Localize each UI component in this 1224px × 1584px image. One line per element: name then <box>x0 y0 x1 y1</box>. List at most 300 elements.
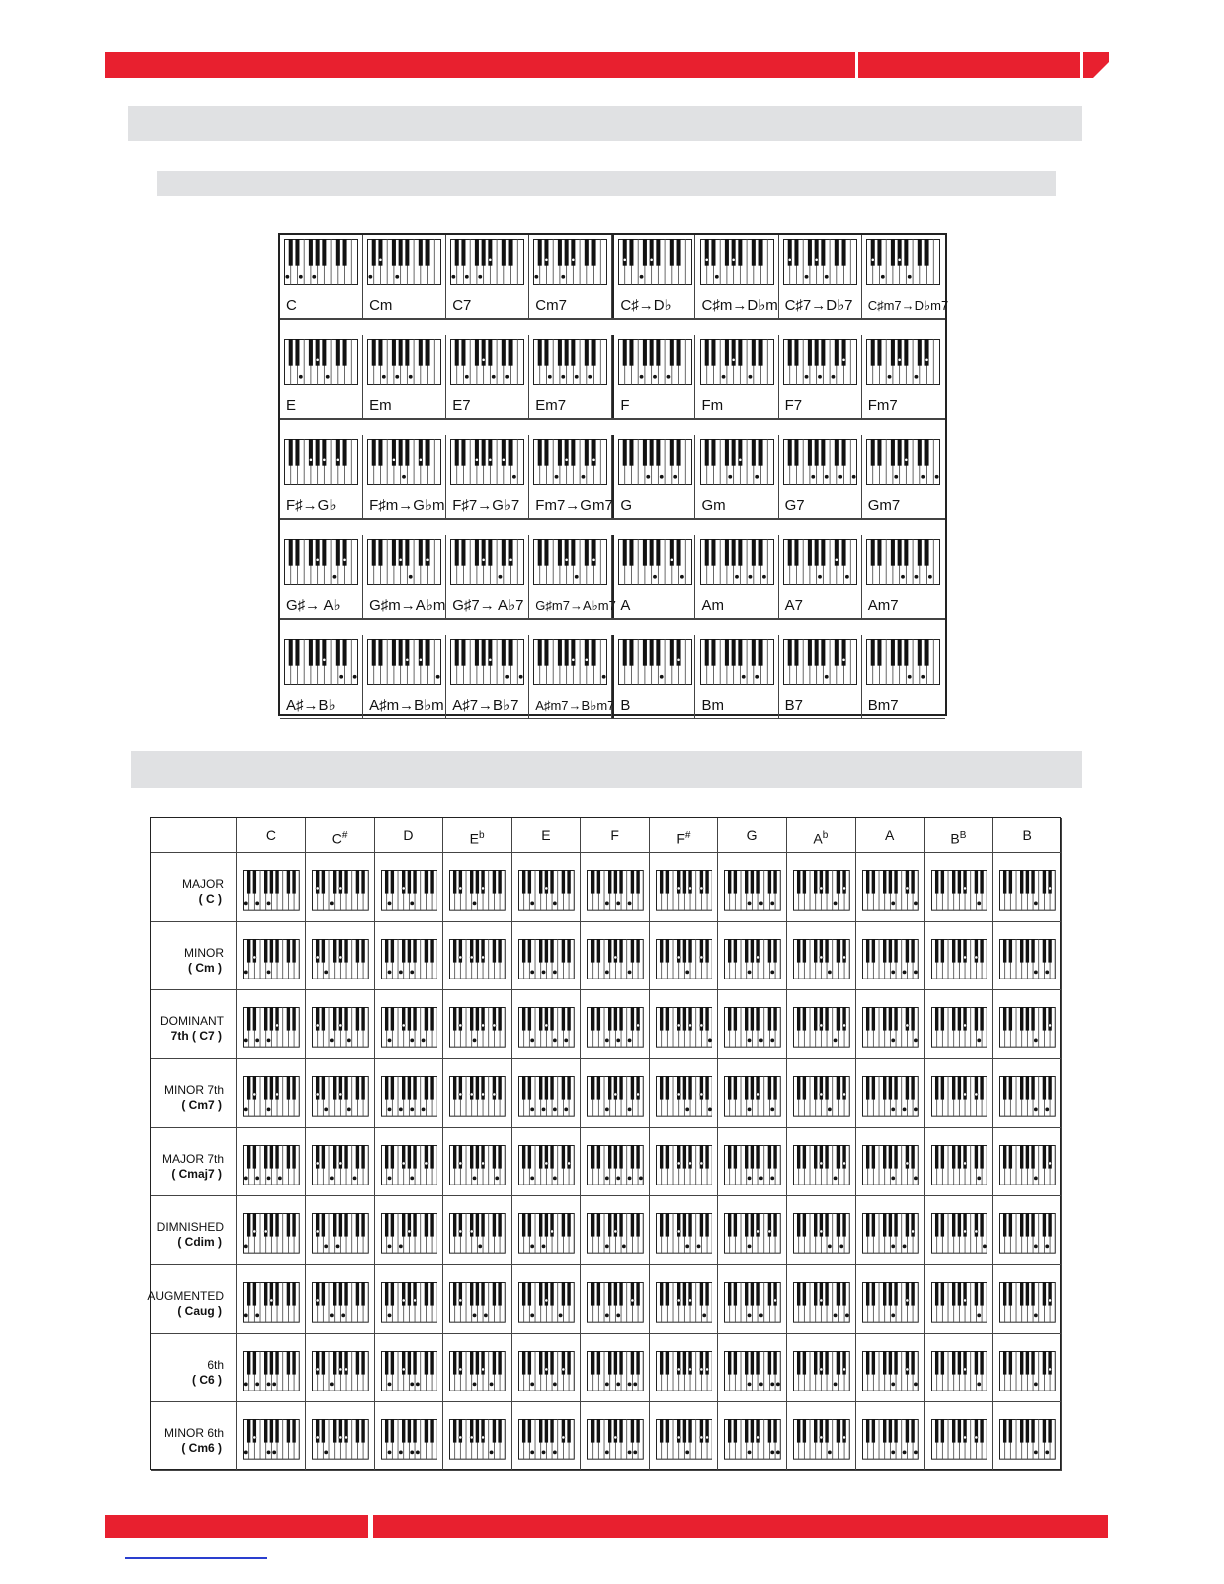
chord-name: Fm7 <box>867 397 898 414</box>
note-dot <box>614 1093 617 1096</box>
piano-keyboard-icon <box>367 439 441 485</box>
row-header <box>151 853 237 922</box>
note-dot <box>489 258 492 261</box>
note-dot <box>267 1039 270 1042</box>
note-dot <box>553 970 556 973</box>
note-dot <box>661 675 664 678</box>
note-dot <box>842 1093 845 1096</box>
note-dot <box>316 1093 319 1096</box>
note-dot <box>636 1024 639 1027</box>
piano-keyboard-icon <box>656 1007 713 1048</box>
piano-keyboard-icon <box>862 1007 919 1048</box>
piano-keyboard-icon <box>724 1213 781 1254</box>
chord-table-cell <box>787 1265 856 1334</box>
piano-keyboard-icon <box>587 1145 644 1186</box>
note-dot <box>244 1108 247 1111</box>
chord-type-symbol: ( Cm7 ) <box>181 1098 222 1112</box>
row-header <box>151 990 237 1059</box>
note-dot <box>820 955 823 958</box>
note-dot <box>1035 1245 1038 1248</box>
column-header-accidental: b <box>822 830 829 841</box>
note-dot <box>921 675 924 678</box>
chord-table-cell <box>718 990 787 1059</box>
chord-table-cell <box>306 990 375 1059</box>
note-dot <box>768 1230 771 1233</box>
note-dot <box>482 1367 485 1370</box>
note-dot <box>470 1093 473 1096</box>
note-dot <box>402 887 405 890</box>
piano-keyboard-icon <box>866 439 940 485</box>
note-dot <box>908 275 911 278</box>
table-corner <box>151 818 237 853</box>
note-dot <box>974 955 977 958</box>
chord-type-name: MAJOR 7th <box>161 1151 224 1166</box>
note-dot <box>531 1314 534 1317</box>
note-dot <box>605 1176 608 1179</box>
note-dot <box>852 475 855 478</box>
note-dot <box>771 1108 774 1111</box>
piano-keyboard-icon <box>243 1213 300 1254</box>
piano-keyboard-icon <box>783 239 857 285</box>
note-dot <box>828 1451 831 1454</box>
chord-cell <box>696 635 779 718</box>
chord-name: F♯→G♭ <box>286 497 337 514</box>
piano-keyboard-icon <box>931 1076 988 1117</box>
note-dot <box>677 1024 680 1027</box>
note-dot <box>757 1093 760 1096</box>
note-dot <box>688 1161 691 1164</box>
chord-table-cell <box>650 990 719 1059</box>
note-dot <box>324 1451 327 1454</box>
note-dot <box>499 575 502 578</box>
chord-cell <box>446 235 529 318</box>
note-dot <box>244 902 247 905</box>
piano-keyboard-icon <box>587 1007 644 1048</box>
piano-keyboard-icon <box>862 1351 919 1392</box>
note-dot <box>881 275 884 278</box>
piano-keyboard-icon <box>312 1419 369 1460</box>
piano-keyboard-icon <box>518 1076 575 1117</box>
piano-keyboard-icon <box>381 1419 438 1460</box>
column-header-note: F <box>610 827 619 843</box>
note-dot <box>777 1451 780 1454</box>
note-dot <box>1049 1299 1052 1302</box>
note-dot <box>834 1176 837 1179</box>
note-dot <box>771 1039 774 1042</box>
note-dot <box>699 955 702 958</box>
note-dot <box>419 458 422 461</box>
piano-keyboard-icon <box>793 1282 850 1323</box>
note-dot <box>473 1382 476 1385</box>
note-dot <box>628 902 631 905</box>
note-dot <box>1049 1161 1052 1164</box>
note-dot <box>614 1230 617 1233</box>
note-dot <box>977 1176 980 1179</box>
note-dot <box>324 1245 327 1248</box>
chord-table-cell <box>306 1265 375 1334</box>
note-dot <box>459 955 462 958</box>
note-dot <box>244 1039 247 1042</box>
chord-type-symbol: ( Cm6 ) <box>181 1441 222 1456</box>
piano-keyboard-icon <box>783 539 857 585</box>
chord-table-cell <box>993 990 1062 1059</box>
chord-name: C <box>286 297 297 314</box>
note-dot <box>470 955 473 958</box>
chord-cell <box>446 635 529 718</box>
piano-keyboard-icon <box>312 939 369 980</box>
note-dot <box>1035 1382 1038 1385</box>
piano-keyboard-icon <box>367 639 441 685</box>
piano-keyboard-icon <box>367 239 441 285</box>
piano-keyboard-icon <box>533 439 607 485</box>
row-header <box>151 1402 237 1471</box>
piano-keyboard-icon <box>862 1419 919 1460</box>
note-dot <box>492 375 495 378</box>
note-dot <box>542 1245 545 1248</box>
note-dot <box>840 1245 843 1248</box>
note-dot <box>677 658 680 661</box>
note-dot <box>699 1161 702 1164</box>
note-dot <box>633 1451 636 1454</box>
piano-keyboard-icon <box>700 639 774 685</box>
chord-cell <box>779 435 862 518</box>
note-dot <box>324 1108 327 1111</box>
note-dot <box>535 275 538 278</box>
chord-table-cell <box>925 990 994 1059</box>
chord-type-symbol: ( C6 ) <box>192 1372 222 1387</box>
footer-bar-left <box>105 1515 368 1538</box>
chord-cell <box>862 535 945 618</box>
chord-name: C♯→D♭ <box>620 297 672 314</box>
note-dot <box>842 358 845 361</box>
chord-table-cell <box>856 1265 925 1334</box>
piano-keyboard-icon <box>931 939 988 980</box>
piano-keyboard-icon <box>367 339 441 385</box>
note-dot <box>677 1230 680 1233</box>
note-dot <box>267 1451 270 1454</box>
piano-keyboard-icon <box>518 939 575 980</box>
piano-keyboard-icon <box>533 239 607 285</box>
piano-keyboard-icon <box>931 1351 988 1392</box>
chord-name: G♯7→ A♭7 <box>452 597 524 614</box>
chord-table-cell <box>581 990 650 1059</box>
note-dot <box>253 1093 256 1096</box>
piano-keyboard-icon <box>999 939 1056 980</box>
row-divider <box>280 319 945 320</box>
note-dot <box>330 1039 333 1042</box>
note-dot <box>333 575 336 578</box>
note-dot <box>685 1108 688 1111</box>
column-header-accidental: # <box>684 830 691 841</box>
note-dot <box>459 1367 462 1370</box>
note-dot <box>506 675 509 678</box>
note-dot <box>267 1382 270 1385</box>
chord-name: Gm7 <box>867 497 901 514</box>
chord-table-cell <box>306 1059 375 1128</box>
note-dot <box>605 1108 608 1111</box>
note-dot <box>410 1039 413 1042</box>
note-dot <box>605 1245 608 1248</box>
chord-cell <box>612 435 695 518</box>
note-dot <box>842 887 845 890</box>
piano-keyboard-icon <box>381 1213 438 1254</box>
column-header-note: E <box>541 827 551 843</box>
column-header-note: C <box>331 830 342 847</box>
note-dot <box>278 1176 281 1179</box>
note-dot <box>416 1382 419 1385</box>
note-dot <box>963 1230 966 1233</box>
note-dot <box>253 1436 256 1439</box>
footer-link-underline[interactable] <box>125 1557 267 1559</box>
chord-name: Gm <box>701 497 726 514</box>
chord-table-cell <box>512 1196 581 1265</box>
note-dot <box>473 1176 476 1179</box>
note-dot <box>553 1108 556 1111</box>
note-dot <box>605 1314 608 1317</box>
note-dot <box>550 1230 553 1233</box>
note-dot <box>636 1093 639 1096</box>
note-dot <box>906 1367 909 1370</box>
header-bar-middle <box>858 52 1080 78</box>
chord-cell <box>529 435 612 518</box>
note-dot <box>1046 1451 1049 1454</box>
column-header <box>306 818 375 853</box>
piano-keyboard-icon <box>533 539 607 585</box>
note-dot <box>748 1108 751 1111</box>
note-dot <box>732 258 735 261</box>
chord-type-name: DIMNISHED <box>156 1220 224 1235</box>
note-dot <box>330 1176 333 1179</box>
chord-table-cell <box>925 922 994 991</box>
chord-table-cell <box>856 1402 925 1471</box>
note-dot <box>777 1382 780 1385</box>
note-dot <box>589 375 592 378</box>
chord-table-cell <box>856 922 925 991</box>
note-dot <box>699 1436 702 1439</box>
note-dot <box>898 358 901 361</box>
note-dot <box>921 475 924 478</box>
column-header <box>581 818 650 853</box>
note-dot <box>309 458 312 461</box>
note-dot <box>891 1039 894 1042</box>
note-dot <box>1035 1176 1038 1179</box>
note-dot <box>677 1367 680 1370</box>
piano-keyboard-icon <box>999 1213 1056 1254</box>
piano-keyboard-icon <box>931 870 988 911</box>
chord-chart-row <box>280 635 945 719</box>
chord-name: A7 <box>784 597 803 614</box>
note-dot <box>605 1039 608 1042</box>
note-dot <box>330 1314 333 1317</box>
chord-cell <box>779 235 862 318</box>
chord-table-cell <box>581 922 650 991</box>
piano-keyboard-icon <box>449 1007 506 1048</box>
piano-keyboard-icon <box>518 1282 575 1323</box>
chord-cell <box>862 335 945 418</box>
piano-keyboard-icon <box>700 539 774 585</box>
chord-table-cell <box>787 1402 856 1471</box>
note-dot <box>616 1314 619 1317</box>
header-bar-left <box>105 52 855 78</box>
note-dot <box>267 1108 270 1111</box>
chord-table-cell <box>925 1402 994 1471</box>
piano-keyboard-icon <box>449 1213 506 1254</box>
note-dot <box>409 375 412 378</box>
piano-keyboard-icon <box>284 639 358 685</box>
chord-name: C♯7→D♭7 <box>784 297 853 314</box>
note-dot <box>407 1230 410 1233</box>
piano-keyboard-icon <box>618 639 692 685</box>
note-dot <box>757 1230 760 1233</box>
note-dot <box>323 658 326 661</box>
piano-keyboard-icon <box>618 239 692 285</box>
note-dot <box>512 475 515 478</box>
chord-table-cell <box>993 1059 1062 1128</box>
note-dot <box>845 1314 848 1317</box>
chord-name: Fm <box>701 397 724 414</box>
chord-table-cell <box>925 1334 994 1403</box>
piano-keyboard-icon <box>381 939 438 980</box>
column-header-accidental: # <box>341 830 348 841</box>
note-dot <box>275 1024 278 1027</box>
note-dot <box>253 955 256 958</box>
note-dot <box>421 1108 424 1111</box>
column-header-note: C <box>265 827 276 843</box>
chord-name: C7 <box>452 297 472 314</box>
note-dot <box>705 1436 708 1439</box>
chord-table-cell <box>375 1196 444 1265</box>
chord-table-cell <box>993 1402 1062 1471</box>
chord-type-symbol: ( Cm ) <box>188 960 222 975</box>
piano-keyboard-icon <box>783 439 857 485</box>
chord-name: Cm7 <box>535 297 567 314</box>
note-dot <box>256 1039 259 1042</box>
note-dot <box>344 1367 347 1370</box>
note-dot <box>677 955 680 958</box>
chord-name: B <box>620 697 631 714</box>
chord-table-cell <box>650 1334 719 1403</box>
note-dot <box>482 1024 485 1027</box>
note-dot <box>640 375 643 378</box>
chord-cell <box>696 335 779 418</box>
note-dot <box>628 1451 631 1454</box>
note-dot <box>647 475 650 478</box>
note-dot <box>1035 1039 1038 1042</box>
note-dot <box>667 375 670 378</box>
note-dot <box>575 375 578 378</box>
piano-keyboard-icon <box>862 1282 919 1323</box>
chord-table-cell <box>925 1128 994 1197</box>
note-dot <box>891 1108 894 1111</box>
note-dot <box>562 375 565 378</box>
chord-table-cell <box>306 922 375 991</box>
note-dot <box>677 1299 680 1302</box>
note-dot <box>834 902 837 905</box>
note-dot <box>699 887 702 890</box>
chord-chart-row <box>280 335 945 419</box>
column-header-accidental: B <box>959 830 967 841</box>
piano-keyboard-icon <box>243 1351 300 1392</box>
chord-table-cell <box>718 853 787 922</box>
piano-keyboard-icon <box>724 1351 781 1392</box>
note-dot <box>493 1093 496 1096</box>
piano-keyboard-icon <box>793 939 850 980</box>
column-header-note: B <box>950 830 960 847</box>
piano-keyboard-icon <box>381 1351 438 1392</box>
note-dot <box>559 1314 562 1317</box>
chord-table-cell <box>856 1059 925 1128</box>
chord-name: G7 <box>784 497 805 514</box>
column-header <box>993 818 1062 853</box>
note-dot <box>459 887 462 890</box>
note-dot <box>565 1108 568 1111</box>
note-dot <box>592 558 595 561</box>
note-dot <box>416 1451 419 1454</box>
piano-keyboard-icon <box>284 539 358 585</box>
note-dot <box>256 1382 259 1385</box>
note-dot <box>774 1299 777 1302</box>
piano-keyboard-icon <box>656 939 713 980</box>
column-header <box>443 818 512 853</box>
note-dot <box>313 275 316 278</box>
chord-table-cell <box>443 1128 512 1197</box>
note-dot <box>1035 1108 1038 1111</box>
note-dot <box>482 558 485 561</box>
piano-keyboard-icon <box>618 539 692 585</box>
note-dot <box>748 1451 751 1454</box>
note-dot <box>602 675 605 678</box>
chord-table-cell <box>306 1128 375 1197</box>
row-header <box>151 1334 237 1403</box>
note-dot <box>330 902 333 905</box>
note-dot <box>622 1245 625 1248</box>
note-dot <box>894 475 897 478</box>
piano-keyboard-icon <box>999 870 1056 911</box>
column-header <box>650 818 719 853</box>
piano-keyboard-icon <box>656 1076 713 1117</box>
section-title-bar <box>128 106 1082 141</box>
note-dot <box>825 275 828 278</box>
piano-keyboard-icon <box>587 1419 644 1460</box>
chord-cell <box>363 535 446 618</box>
note-dot <box>482 1093 485 1096</box>
note-dot <box>459 1230 462 1233</box>
chord-table-cell <box>443 922 512 991</box>
piano-keyboard-icon <box>381 1076 438 1117</box>
note-dot <box>820 1024 823 1027</box>
note-dot <box>482 358 485 361</box>
note-dot <box>330 1382 333 1385</box>
chord-table-cell <box>306 1196 375 1265</box>
piano-keyboard-icon <box>312 1213 369 1254</box>
note-dot <box>273 1451 276 1454</box>
piano-keyboard-icon <box>793 1213 850 1254</box>
piano-keyboard-icon <box>449 1351 506 1392</box>
note-dot <box>553 902 556 905</box>
note-dot <box>755 675 758 678</box>
note-dot <box>473 1039 476 1042</box>
note-dot <box>911 1230 914 1233</box>
chord-table-cell <box>856 990 925 1059</box>
note-dot <box>340 675 343 678</box>
row-header <box>151 922 237 991</box>
piano-keyboard-icon <box>866 639 940 685</box>
column-header <box>925 818 994 853</box>
note-dot <box>485 1314 488 1317</box>
note-dot <box>891 1382 894 1385</box>
column-header-note: B <box>1022 827 1032 843</box>
chord-table-cell <box>718 1334 787 1403</box>
